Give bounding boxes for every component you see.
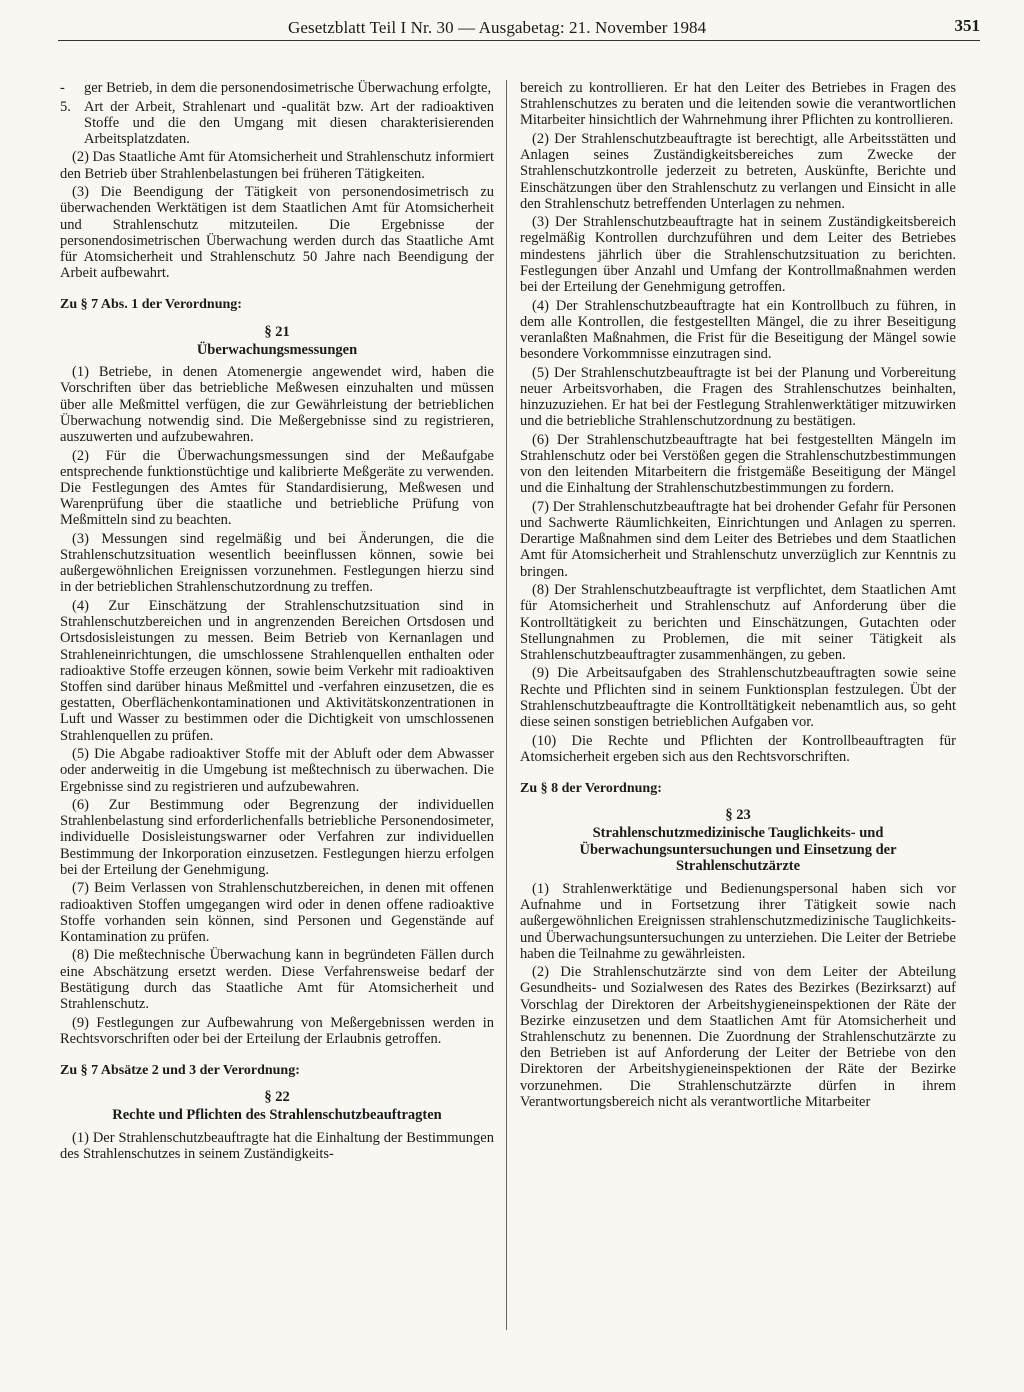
- regulation-reference: Zu § 7 Abs. 1 der Verordnung:: [60, 297, 242, 313]
- paragraph: (5) Der Strahlenschutzbeauftragte ist bei der Planung und Vorbereitung neuer Arbeitsvorhaben, die Fragen des Strahlenschutzes beinhalten, hinzuzuziehen. Er hat bei der Festlegung Strahlenwerktätiger mitzuwirken und die betriebliche Strahlenschutzordnung zu bestätigen.: [520, 364, 956, 430]
- paragraph: (4) Der Strahlenschutzbeauftragte hat ein Kontrollbuch zu führen, in dem alle Kontrollen, die festgestellten Mängel, die zu ihrer Beseitigung veranlaßten Maßnahmen, die Frist für die Beseitigung der Mängel sowie besondere Vorkommnisse einzutragen sind.: [520, 297, 956, 363]
- section-title: Rechte und Pflichten des Strahlenschutzbeauftragten: [112, 1107, 442, 1124]
- page-number: 351: [954, 16, 980, 35]
- right-column: [520, 80, 956, 1112]
- regulation-reference: Zu § 7 Absätze 2 und 3 der Verordnung:: [60, 1062, 300, 1078]
- list-item-5: [60, 99, 494, 148]
- section-title: Überwachungsmessungen: [196, 341, 358, 358]
- paragraph: (1) Strahlenwerktätige und Bedienungspersonal haben sich vor Aufnahme und in Fortsetzung ihrer Tätigkeit sowie nach außergewöhnlichen Ereignissen strahlenschutzmedizinische Tauglichkeits- und Überwachungsuntersuchungen zu unterziehen. Die Leiter der Betriebe haben die Teilnahme zu gewährleisten.: [520, 880, 956, 962]
- list-item-text: ger Betrieb, in dem die personendosimetrische Überwachung erfolgte,: [84, 80, 492, 96]
- list-item-continuation: [60, 80, 494, 96]
- column-divider: [506, 80, 507, 1330]
- regulation-reference: Zu § 8 der Verordnung:: [520, 781, 662, 796]
- section-number: § 23: [725, 807, 751, 824]
- paragraph: (1) Der Strahlenschutzbeauftragte hat die Einhaltung der Bestimmungen des Strahlenschutzes in seinem Zuständigkeits-: [60, 1129, 494, 1163]
- paragraph: (4) Zur Einschätzung der Strahlenschutzsituation sind in Strahlenschutzbereichen und in angrenzenden Bereichen Ortsdosen und Ortsdosisleistungen zu messen. Beim Betrieb von Kernanlagen und Strahleneinrichtungen, die umschlossene Strahlenquellen enthalten oder radioaktive Stoffe erzeugen können, sowie beim Verkehr mit radioaktiven Stoffen sind darüber hinaus Meßmittel und -verfahren einzusetzen, die es gestatten, Oberflächenkontaminationen und Aktivitätskonzentrationen in Luft und Wasser zu bestimmen oder die Dichtigkeit von umschlossenen Strahlenquellen zu prüfen.: [60, 597, 494, 744]
- left-column: [60, 80, 494, 1165]
- paragraph: (5) Die Abgabe radioaktiver Stoffe mit der Abluft oder dem Abwasser oder anderweitig in die Umgebung ist meßtechnisch zu überwachen. Die Ergebnisse sind zu registrieren und aufzubewahren.: [60, 746, 494, 795]
- paragraph: (8) Der Strahlenschutzbeauftragte ist verpflichtet, dem Staatlichen Amt für Atomsicherheit und Strahlenschutz auf Anforderung über die Kontrolltätigkeit zu berichten und Einschätzungen, Gutachten oder Stellungnahmen zu Problemen, die mit seiner Tätigkeit als Strahlenschutzbeauftragter zusammenhängen, zu geben.: [520, 582, 956, 663]
- list-item-text: Art der Arbeit, Strahlenart und -qualität bzw. Art der radioaktiven Stoffe und die den Umgang mit diesen charakterisierenden Arbeitsplatzdaten.: [84, 98, 494, 147]
- paragraph: (2) Der Strahlenschutzbeauftragte ist berechtigt, alle Arbeitsstätten und Anlagen seines Zuständigkeitsbereiches zum Zwecke der Strahlenschutzkontrolle jederzeit zu betreten, Auskünfte, Berichte und Einschätzungen über den Strahlenschutz zu verlangen und Einsicht in alle den Strahlenschutz betreffenden Unterlagen zu nehmen.: [520, 130, 956, 212]
- paragraph: (3) Der Strahlenschutzbeauftragte hat in seinem Zuständigkeitsbereich regelmäßig Kontrollen durchzuführen und dem Leiter des Betriebes mindestens jährlich über die Strahlenschutzsituation zu berichten. Festlegungen über Anzahl und Umfang der Kontrollmaßnahmen werden bei der Erteilung der Genehmigung getroffen.: [520, 214, 956, 296]
- paragraph: (6) Der Strahlenschutzbeauftragte hat bei festgestellten Mängeln im Strahlenschutz oder bei Verstößen gegen die Strahlenschutzbestimmungen von den leitenden Mitarbeitern die fristgemäße Beseitigung der Mängel und die Einhaltung der Strahlenschutzbestimmungen zu fordern.: [520, 431, 956, 497]
- section-number: § 22: [264, 1089, 290, 1106]
- section-title: Strahlenschutzmedizinische Tauglichkeits- und Überwachungsuntersuchungen und Einsetzung der Strahlenschutzärzte: [579, 825, 897, 875]
- paragraph: (1) Betriebe, in denen Atomenergie angewendet wird, haben die Vorschriften über das betriebliche Meßwesen einzuhalten und müssen über alle Meßmittel verfügen, die zur Gewährleistung der betrieblichen Überwachung notwendig sind. Die Meßergebnisse sind zu registrieren, auszuwerten und aufzubewahren.: [60, 364, 494, 446]
- paragraph: (6) Zur Bestimmung oder Begrenzung der individuellen Strahlenbelastung sind erforderlichenfalls betriebliche Personendosimeter, individuelle Dosisleistungswarner oder Verfahren zur individuellen Bestimmung der Inkorporation einzusetzen. Festlegungen hierzu erfolgen bei der Erteilung der Genehmigung.: [60, 797, 494, 878]
- paragraph: (3) Die Beendigung der Tätigkeit von personendosimetrisch zu überwachenden Werktätigen ist dem Staatlichen Amt für Atomsicherheit und Strahlenschutz mitzuteilen. Die Ergebnisse der personendosimetrischen Überwachung werden durch das Staatliche Amt für Atomsicherheit und Strahlenschutz 50 Jahre nach Beendigung der Arbeit aufbewahrt.: [60, 184, 494, 282]
- header-title: Gesetzblatt Teil I Nr. 30 — Ausgabetag: 21. November 1984: [288, 18, 707, 37]
- page-header: [58, 16, 980, 41]
- paragraph: (2) Für die Überwachungsmessungen sind der Meßaufgabe entsprechende funktionstüchtige und kalibrierte Meßgeräte zu verwenden. Die Festlegungen des Amtes für Standardisierung, Meßwesen und Warenprüfung über die staatliche und betriebliche Prüfung von Meßmitteln sind zu beachten.: [60, 447, 494, 529]
- paragraph-continuation: bereich zu kontrollieren. Er hat den Leiter des Betriebes in Fragen des Strahlenschutzes zu beraten und die leitenden sowie die verantwortlichen Mitarbeiter hinsichtlich der Wahrnehmung ihrer Pflichten zu kontrollieren.: [520, 80, 956, 129]
- section-number: § 21: [264, 323, 290, 340]
- paragraph: (2) Das Staatliche Amt für Atomsicherheit und Strahlenschutz informiert den Betrieb über Strahlenbelastungen bei früheren Tätigkeiten.: [60, 149, 495, 182]
- paragraph: (9) Festlegungen zur Aufbewahrung von Meßergebnissen werden in Rechtsvorschriften oder bei der Erteilung der Erlaubnis getroffen.: [60, 1014, 494, 1047]
- paragraph: (8) Die meßtechnische Überwachung kann in begründeten Fällen durch eine Abschätzung ersetzt werden. Diese Verfahrensweise bedarf der Bestätigung durch das Staatliche Amt für Atomsicherheit und Strahlenschutz.: [60, 947, 494, 1013]
- paragraph: (10) Die Rechte und Pflichten der Kontrollbeauftragten für Atomsicherheit ergeben sich aus den Rechtsvorschriften.: [520, 732, 956, 765]
- list-bullet: ‐: [60, 80, 65, 96]
- list-number: 5.: [60, 98, 71, 115]
- paragraph: (7) Beim Verlassen von Strahlenschutzbereichen, in denen mit offenen radioaktiven Stoffen umgegangen wird oder in denen offene radioaktive Stoffe vorhanden sein können, sind Personen und Gegenstände auf Kontamination zu prüfen.: [60, 880, 494, 945]
- paragraph: (9) Die Arbeitsaufgaben des Strahlenschutzbeauftragten sowie seine Rechte und Pflichten sind in seinem Funktionsplan festzulegen. Übt der Strahlenschutzbeauftragte die Kontrolltätigkeit nebenamtlich aus, so geht diese seinen sonstigen betrieblichen Aufgaben vor.: [520, 665, 956, 731]
- paragraph: (7) Der Strahlenschutzbeauftragte hat bei drohender Gefahr für Personen und Sachwerte Räumlichkeiten, Einrichtungen und Anlagen zu sperren. Derartige Maßnahmen sind dem Leiter des Betriebes und dem Staatlichen Amt für Atomsicherheit und Strahlenschutz unverzüglich zur Kenntnis zu bringen.: [520, 498, 956, 580]
- paragraph: (2) Die Strahlenschutzärzte sind von dem Leiter der Abteilung Gesundheits- und Sozialwesen des Rates des Bezirkes (Bezirksarzt) auf Vorschlag der Direktoren der Arbeitshygieneinspektionen der Räte der Bezirke einzusetzen und dem Staatlichen Amt für Atomsicherheit und Strahlenschutz zu benennen. Die Zuordnung der Strahlenschutzärzte zu den Betrieben ist auf Anforderung der Leiter der Betriebe von den Direktoren der Arbeitshygieneinspektionen der Räte der Bezirke vorzunehmen. Die Strahlenschutzärzte dürfen in ihrem Verantwortungsbereich nicht als verantwortliche Mitarbeiter: [520, 964, 956, 1110]
- paragraph: (3) Messungen sind regelmäßig und bei Änderungen, die die Strahlenschutzsituation wesentlich beeinflussen können, sowie bei außergewöhnlichen Ereignissen vorzunehmen. Festlegungen hierzu sind in der betrieblichen Strahlenschutzordnung zu treffen.: [60, 530, 494, 596]
